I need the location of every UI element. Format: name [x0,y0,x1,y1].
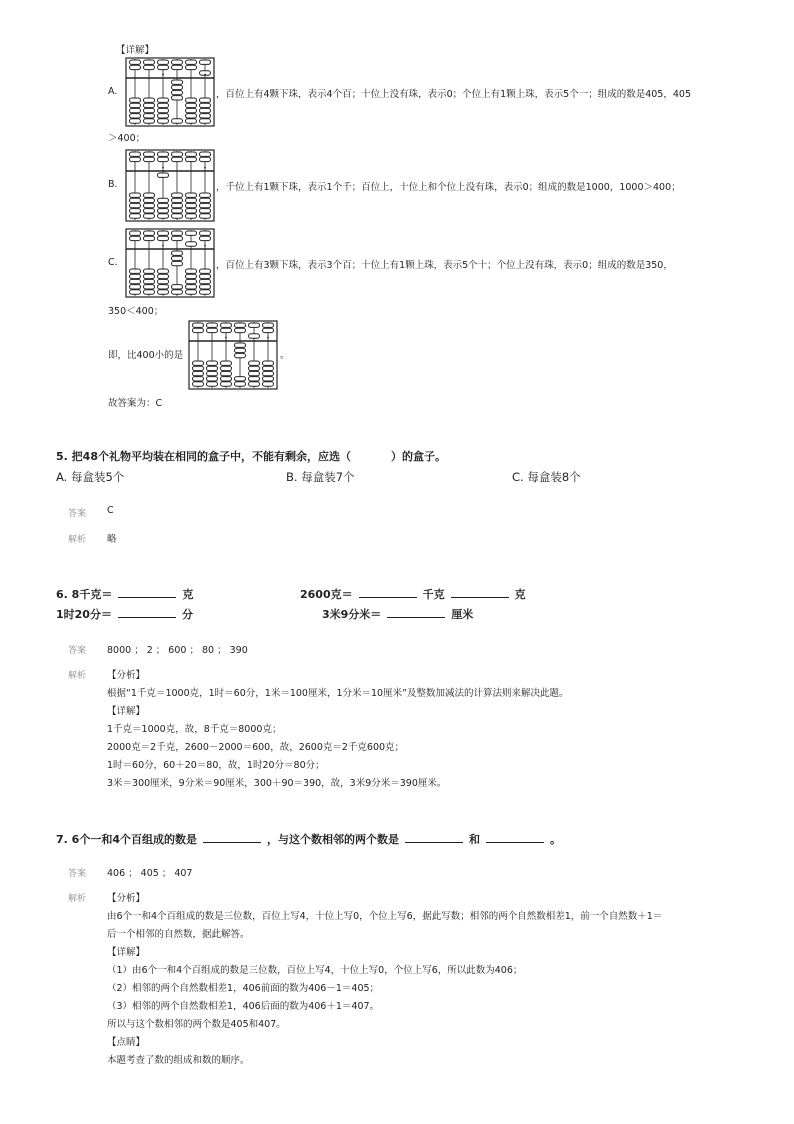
abacus-unit-dot [162,245,164,247]
abacus-lower-bead [144,103,155,107]
abacus-lower-bead [172,251,183,255]
abacus-lower-bead [130,269,141,273]
abacus-a-image [125,57,215,127]
abacus-lower-bead [172,80,183,84]
abacus-lower-bead [144,198,155,202]
abacus-lower-bead [158,203,169,207]
abacus-lower-bead [130,108,141,112]
abacus-upper-bead [249,323,260,327]
abacus-upper-bead [193,323,204,327]
abacus-lower-bead [235,343,246,347]
abacus-lower-bead [144,269,155,273]
abacus-lower-bead [172,203,183,207]
abacus-lower-bead [207,371,218,375]
abacus-lower-bead [144,290,155,294]
abacus-lower-bead [158,214,169,218]
abacus-lower-bead [200,119,211,123]
abacus-lower-bead [249,371,260,375]
abacus-lower-bead [158,119,169,123]
abacus-lower-bead [193,382,204,386]
q7-stem: 7. 6个一和4个百组成的数是 ，与这个数相邻的两个数是 和 。 [56,833,561,846]
abacus-lower-bead [193,366,204,370]
abacus-upper-bead [130,236,141,240]
abacus-lower-bead [200,209,211,213]
q7-analysis-line-4: 【详解】 [107,947,146,958]
q7-blank-3[interactable] [486,832,544,843]
abacus-lower-bead [158,108,169,112]
abacus-upper-bead [263,323,274,327]
q6-analysis-line-3: 【详解】 [107,706,146,717]
abacus-lower-bead [186,108,197,112]
abacus-lower-bead [263,366,274,370]
abacus-lower-bead [172,198,183,202]
abacus-lower-bead [172,209,183,213]
q7-analysis-line-3: 后一个相邻的自然数，据此解答。 [107,929,250,940]
abacus-lower-bead [158,103,169,107]
abacus-lower-bead [158,279,169,283]
abacus-unit-dot [225,337,227,339]
q7-blank-1[interactable] [203,832,261,843]
option-b-text: ，千位上有1颗下珠，表示1个千；百位上，十位上和个位上没有珠，表示0；组成的数是1000，1000＞400； [216,182,681,193]
abacus-lower-bead [249,361,260,365]
abacus-upper-bead [172,152,183,156]
abacus-upper-bead [158,60,169,64]
abacus-lower-bead [200,103,211,107]
abacus-lower-bead [158,198,169,202]
abacus-lower-bead [186,290,197,294]
abacus-lower-bead [207,366,218,370]
abacus-upper-bead [186,65,197,69]
conclusion-suffix: 。 [280,350,290,361]
abacus-lower-bead [144,209,155,213]
abacus-upper-bead [158,231,169,235]
abacus-lower-bead [130,193,141,197]
q6-analysis-line-6: 1时＝60分，60＋20＝80，故，1时20分＝80分； [107,760,325,771]
abacus-lower-bead [172,256,183,260]
abacus-lower-bead [172,193,183,197]
abacus-upper-bead [249,334,260,338]
abacus-lower-bead [186,285,197,289]
q7-answer: 406 ； 405 ； 407 [107,868,193,879]
q5-analysis-tag: 解析 [68,535,87,545]
q6-analysis-line-4: 1千克＝1000克，故，8千克＝8000克； [107,724,282,735]
q6-blank-4[interactable] [118,607,176,618]
abacus-lower-bead [186,114,197,118]
abacus-lower-bead [235,377,246,381]
abacus-lower-bead [130,119,141,123]
abacus-lower-bead [144,214,155,218]
abacus-lower-bead [144,108,155,112]
abacus-lower-bead [186,279,197,283]
abacus-lower-bead [221,382,232,386]
abacus-lower-bead [130,274,141,278]
abacus-lower-bead [130,214,141,218]
abacus-lower-bead [186,269,197,273]
q5-analysis: 略 [107,534,117,545]
abacus-upper-bead [172,60,183,64]
option-c-text-cont: 350＜400； [108,306,164,317]
abacus-lower-bead [172,261,183,265]
abacus-lower-bead [186,193,197,197]
abacus-b-image [125,149,215,222]
option-a-text: ，百位上有4颗下珠，表示4个百；十位上没有珠，表示0；个位上有1颗上珠，表示5个一；组成的数是405，405 [216,89,691,100]
q5-option-a[interactable]: A. 每盒装5个 [56,470,125,484]
abacus-lower-bead [130,203,141,207]
abacus-upper-bead [130,152,141,156]
q7-blank-2[interactable] [405,832,463,843]
abacus-lower-bead [158,290,169,294]
q6-blank-1[interactable] [118,587,176,598]
abacus-lower-bead [235,348,246,352]
abacus-lower-bead [158,98,169,102]
abacus-lower-bead [186,203,197,207]
abacus-lower-bead [172,214,183,218]
abacus-c-image [125,228,215,298]
abacus-lower-bead [263,361,274,365]
option-b-letter: B. [108,179,118,190]
abacus-lower-bead [200,193,211,197]
abacus-lower-bead [130,103,141,107]
q6-blank-3[interactable] [451,587,509,598]
abacus-upper-bead [221,323,232,327]
abacus-upper-bead [130,231,141,235]
q6-part1: 6. 8千克＝ 克 [56,588,194,601]
abacus-upper-bead [235,328,246,332]
abacus-lower-bead [130,279,141,283]
abacus-lower-bead [130,198,141,202]
abacus-upper-bead [158,157,169,161]
abacus-lower-bead [144,203,155,207]
abacus-lower-bead [263,371,274,375]
abacus-upper-bead [158,65,169,69]
q7-analysis-line-9: 【点睛】 [107,1037,146,1048]
abacus-upper-bead [144,157,155,161]
q7-analysis-line-8: 所以与这个数相邻的两个数是405和407。 [107,1019,286,1030]
abacus-upper-bead [130,157,141,161]
abacus-lower-bead [207,377,218,381]
abacus-lower-bead [130,98,141,102]
abacus-lower-bead [158,173,169,177]
q6-part3: 1时20分＝ 分 [56,608,193,621]
abacus-lower-bead [235,353,246,357]
q5-option-b[interactable]: B. 每盒装7个 [286,470,355,484]
abacus-lower-bead [144,114,155,118]
abacus-unit-dot [162,167,164,169]
abacus-upper-bead [172,231,183,235]
q7-analysis-line-10: 本题考查了数的组成和数的顺序。 [107,1055,250,1066]
abacus-lower-bead [172,290,183,294]
abacus-unit-dot [267,337,269,339]
abacus-lower-bead [200,108,211,112]
abacus-upper-bead [186,231,197,235]
abacus-lower-bead [158,269,169,273]
abacus-lower-bead [221,371,232,375]
abacus-upper-bead [172,236,183,240]
abacus-upper-bead [144,152,155,156]
q7-analysis-line-7: （3）相邻的两个自然数相差1，406后面的数为406＋1＝407。 [107,1001,380,1012]
abacus-unit-dot [204,245,206,247]
q6-answer-tag: 答案 [68,646,87,656]
abacus-lower-bead [130,285,141,289]
abacus-upper-bead [186,152,197,156]
abacus-lower-bead [144,98,155,102]
abacus-lower-bead [263,377,274,381]
abacus-upper-bead [130,65,141,69]
abacus-lower-bead [221,377,232,381]
abacus-upper-bead [207,328,218,332]
abacus-unit-dot [204,74,206,76]
abacus-lower-bead [158,209,169,213]
abacus-lower-bead [200,290,211,294]
abacus-upper-bead [130,60,141,64]
q5-stem: 5. 把48个礼物平均装在相同的盒子中，不能有剩余，应选（ ）的盒子。 [56,450,446,463]
abacus-lower-bead [144,274,155,278]
abacus-upper-bead [144,231,155,235]
abacus-lower-bead [158,274,169,278]
q5-answer: C [107,505,114,516]
abacus-upper-bead [144,60,155,64]
abacus-lower-bead [207,382,218,386]
abacus-lower-bead [158,285,169,289]
abacus-upper-bead [186,157,197,161]
abacus-lower-bead [158,114,169,118]
abacus-lower-bead [200,269,211,273]
conclusion-text: 即，比400小的是 [108,350,184,361]
abacus-upper-bead [158,236,169,240]
q7-analysis-line-5: （1）由6个一和4个百组成的数是三位数，百位上写4，十位上写0，个位上写6，所以此数为406； [107,965,523,976]
q7-answer-tag: 答案 [68,869,87,879]
q7-analysis-line-2: 由6个一和4个百组成的数是三位数，百位上写4，十位上写0，个位上写6，据此写数；相邻的两个自然数相差1，前一个自然数＋1＝ [107,911,663,922]
q6-part2: 2600克＝ 千克 克 [300,588,526,601]
abacus-lower-bead [186,119,197,123]
abacus-lower-bead [207,361,218,365]
abacus-upper-bead [221,328,232,332]
abacus-unit-dot [204,167,206,169]
abacus-upper-bead [193,328,204,332]
abacus-lower-bead [172,285,183,289]
abacus-upper-bead [200,60,211,64]
abacus-lower-bead [193,371,204,375]
abacus-upper-bead [200,157,211,161]
abacus-lower-bead [130,209,141,213]
abacus-lower-bead [130,290,141,294]
q5-answer-tag: 答案 [68,509,87,519]
abacus-lower-bead [144,285,155,289]
q7-analysis-line-1: 【分析】 [107,893,146,904]
abacus-unit-dot [162,74,164,76]
abacus-lower-bead [200,198,211,202]
q6-analysis-tag: 解析 [68,671,87,681]
abacus-lower-bead [172,85,183,89]
option-c-text: ，百位上有3颗下珠，表示3个百；十位上有1颗上珠，表示5个十；个位上没有珠，表示0；组成的数是350， [216,260,673,271]
q6-analysis-line-2: 根据“1千克＝1000克，1时＝60分，1米＝100厘米，1分米＝10厘米”及整数加减法的计算法则来解决此题。 [107,688,569,699]
abacus-lower-bead [186,198,197,202]
abacus-lower-bead [144,119,155,123]
abacus-lower-bead [144,193,155,197]
abacus-lower-bead [186,98,197,102]
abacus-lower-bead [221,361,232,365]
abacus-lower-bead [221,366,232,370]
abacus-lower-bead [200,114,211,118]
abacus-upper-bead [172,65,183,69]
abacus-lower-bead [200,274,211,278]
abacus-upper-bead [200,236,211,240]
abacus-lower-bead [249,366,260,370]
abacus-upper-bead [186,242,197,246]
abacus-lower-bead [249,377,260,381]
abacus-upper-bead [158,152,169,156]
abacus-lower-bead [200,214,211,218]
abacus-lower-bead [172,96,183,100]
abacus-upper-bead [263,328,274,332]
abacus-lower-bead [186,103,197,107]
abacus-upper-bead [200,152,211,156]
abacus-lower-bead [172,90,183,94]
abacus-lower-bead [193,361,204,365]
abacus-upper-bead [172,157,183,161]
option-c-letter: C. [108,257,118,268]
abacus-lower-bead [186,274,197,278]
detail-header: 【详解】 [116,45,155,56]
abacus-lower-bead [186,214,197,218]
q5-option-c[interactable]: C. 每盒装8个 [512,470,581,484]
abacus-lower-bead [200,203,211,207]
q7-analysis-line-6: （2）相邻的两个自然数相差1，406前面的数为406－1＝405； [107,983,380,994]
abacus-lower-bead [249,382,260,386]
abacus-upper-bead [186,60,197,64]
abacus-lower-bead [200,98,211,102]
abacus-lower-bead [235,382,246,386]
abacus-lower-bead [193,377,204,381]
abacus-lower-bead [200,279,211,283]
abacus-upper-bead [207,323,218,327]
abacus-conclusion-image [188,320,278,390]
q7-analysis-tag: 解析 [68,894,87,904]
abacus-upper-bead [235,323,246,327]
option-a-letter: A. [108,86,118,97]
abacus-lower-bead [144,279,155,283]
q6-answer: 8000 ； 2 ； 600 ； 80 ； 390 [107,645,248,656]
q6-analysis-line-1: 【分析】 [107,670,146,681]
q6-part4: 3米9分米＝ 厘米 [322,608,474,621]
answer-line: 故答案为：C [108,398,163,409]
q6-analysis-line-5: 2000克＝2千克，2600－2000＝600，故，2600克＝2千克600克； [107,742,405,753]
abacus-lower-bead [186,209,197,213]
abacus-upper-bead [144,236,155,240]
abacus-upper-bead [200,231,211,235]
q6-blank-2[interactable] [359,587,417,598]
abacus-lower-bead [263,382,274,386]
q6-blank-5[interactable] [387,607,445,618]
abacus-lower-bead [200,285,211,289]
abacus-lower-bead [172,119,183,123]
q6-analysis-line-7: 3米＝300厘米，9分米＝90厘米，300＋90＝390，故，3米9分米＝390厘米。 [107,778,447,789]
option-a-text-cont: ＞400； [108,133,146,144]
abacus-upper-bead [144,65,155,69]
abacus-lower-bead [130,114,141,118]
